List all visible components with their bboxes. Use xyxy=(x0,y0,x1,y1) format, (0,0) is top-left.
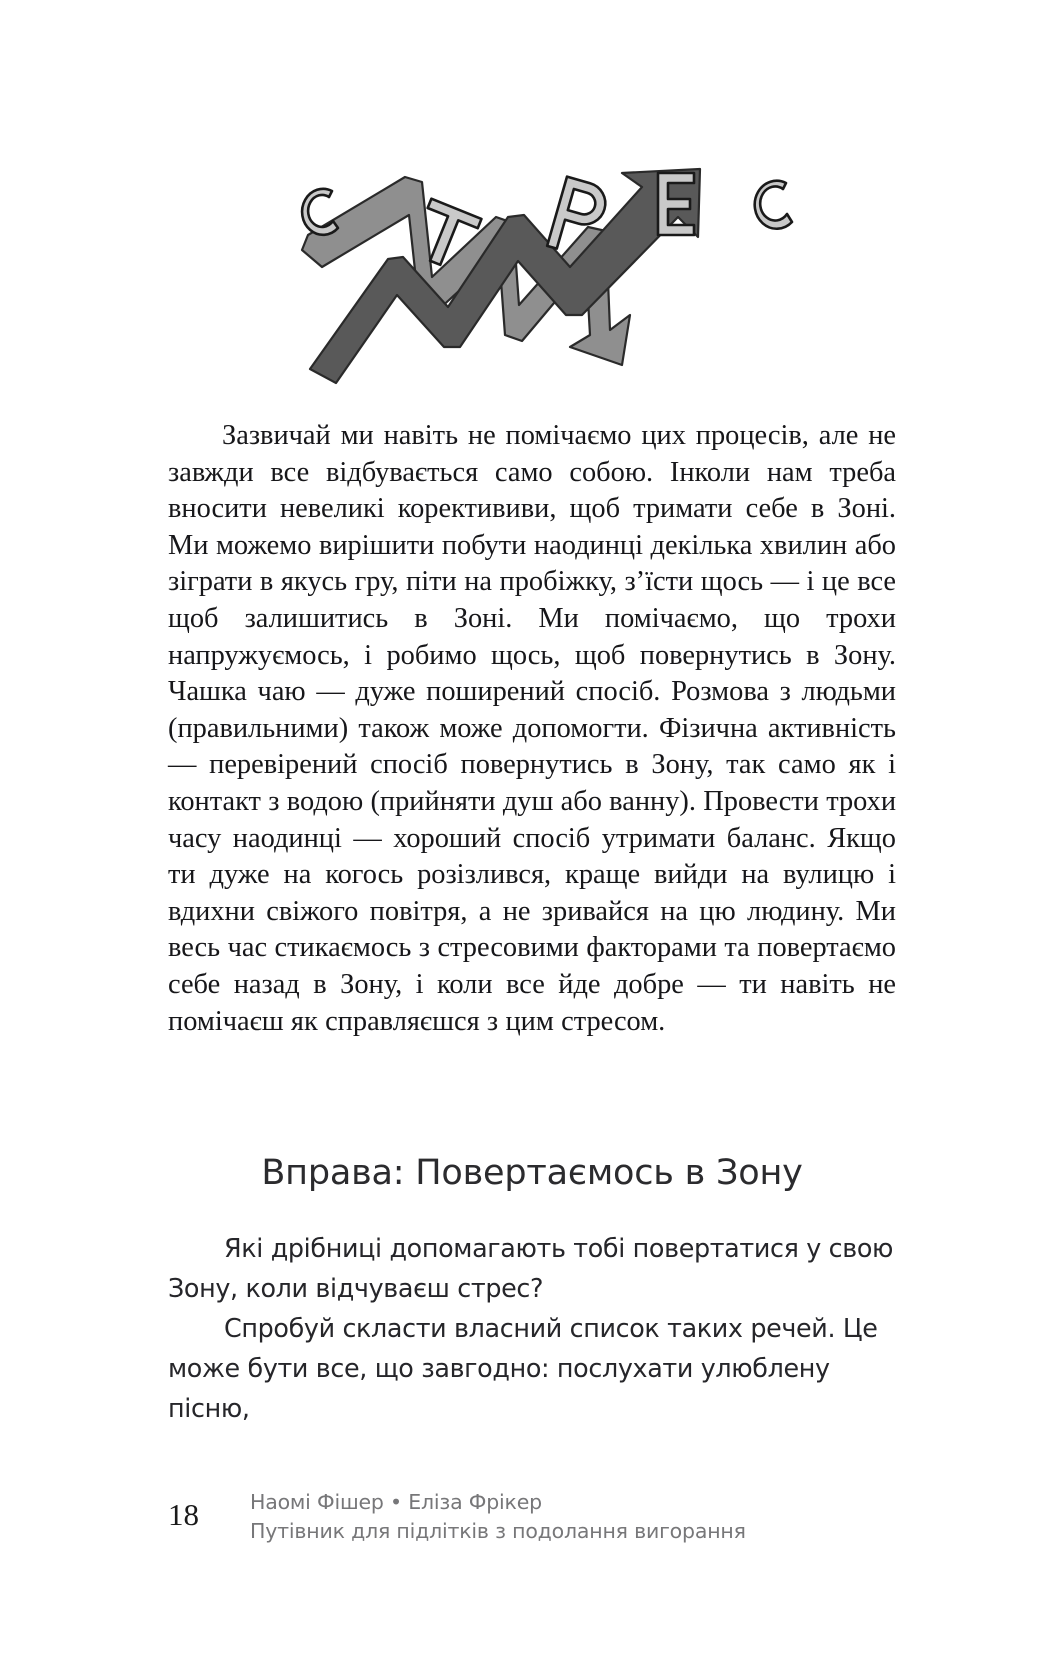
letter-s2-glyph xyxy=(755,181,792,229)
stress-illustration xyxy=(270,155,820,405)
exercise-heading: Вправа: Повертаємось в Зону xyxy=(261,1153,803,1194)
page-footer xyxy=(168,1488,928,1546)
page-number: 18 xyxy=(168,1497,199,1532)
letter-e-glyph xyxy=(658,173,694,235)
body-paragraph: Зазвичай ми навіть не помічаємо цих процесів, але не завжди все відбувається само собою. Інколи нам треба вносити невеликі коректививи, щоб тримати себе в Зоні. Ми можемо вирішити побути наодинці декілька хвилин або зіграти в якусь гру, піти на пробіжку, з’їсти щось — і це все щоб залишитись в Зоні. Ми помічаємо, що трохи напружуємось, і робимо щось, щоб повернутись в Зону. Чашка чаю — дуже поширений спосіб. Розмова з людьми (правильними) також може допомогти. Фізична активність — перевірений спосіб повернутись в Зону, так само як і контакт з водою (прийняти душ або ванну). Провести трохи часу наодинці — хороший спосіб утримати баланс. Якщо ти дуже на когось розізлився, краще вийди на вулицю і вдихни свіжого повітря, а не зривайся на цю людину. Ми весь час стикаємось з стресовими факторами та повертаємо себе назад в Зону, і коли все йде добре — ти навіть не помічаєш як справляєшся з цим стресом. xyxy=(168,420,897,1037)
footer-text-lines xyxy=(250,1488,746,1546)
footer-authors: Наомі Фішер • Еліза Фрікер xyxy=(250,1490,542,1514)
footer-subtitle: Путівник для підлітків з подолання вигорання xyxy=(250,1519,746,1543)
exercise-paragraph-2: Спробуй скласти власний список таких речей. Це може бути все, що завгодно: послухати улюблену пісню, xyxy=(168,1313,878,1423)
exercise-text-block xyxy=(168,1228,898,1428)
letter-s1-glyph xyxy=(302,189,338,235)
exercise-paragraph-1: Які дрібниці допомагають тобі повертатися у свою Зону, коли відчуваєш стрес? xyxy=(168,1233,894,1303)
body-text-column xyxy=(168,418,896,1040)
